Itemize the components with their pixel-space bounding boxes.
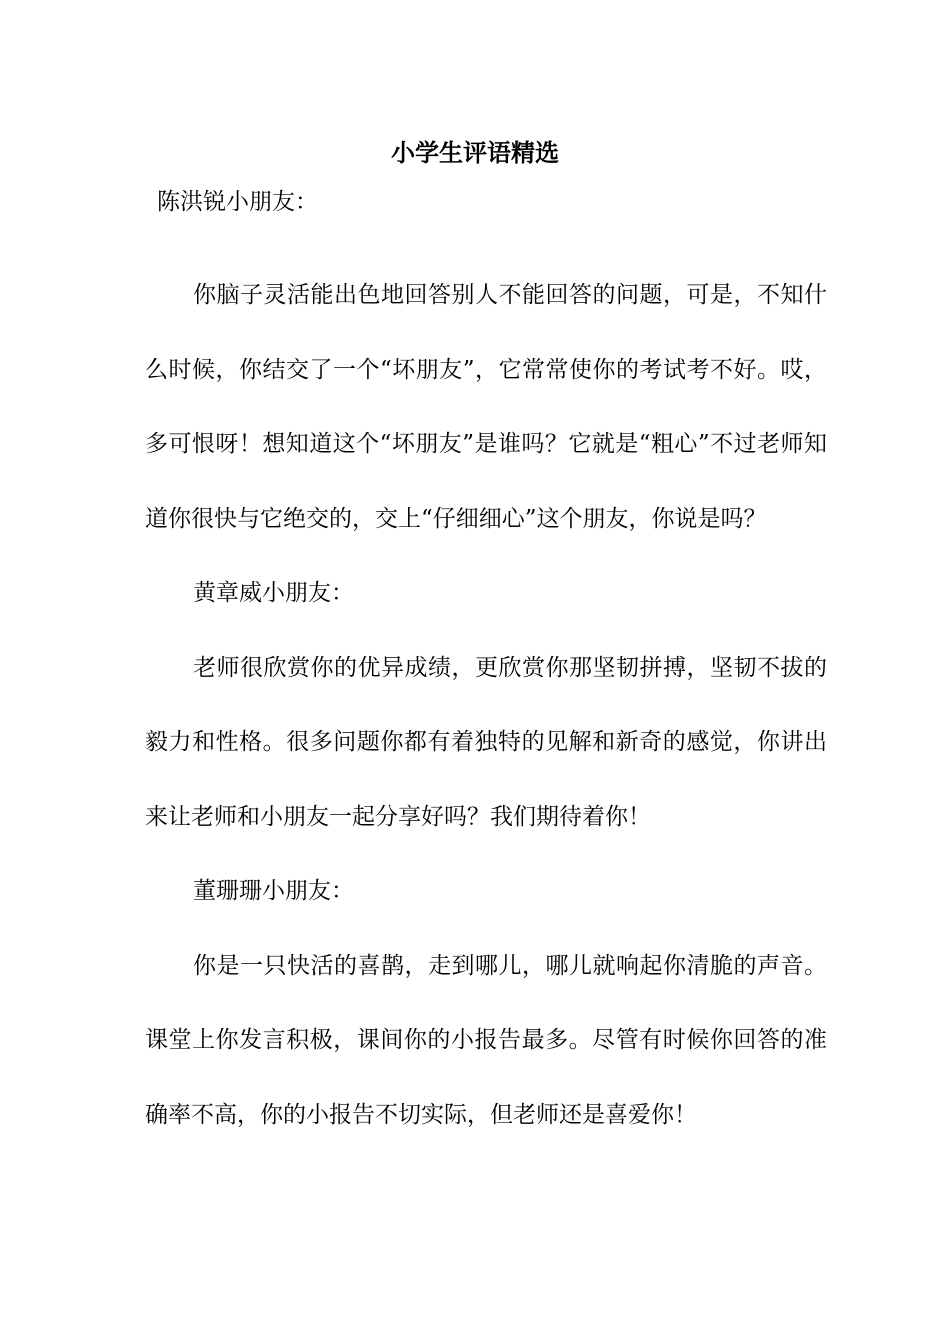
salutation-huang-zhangwei: 黄章威小朋友：: [193, 580, 354, 606]
comment-paragraph: 你是一只快活的喜鹊，走到哪儿，哪儿就响起你清脆的声音。课堂上你发言积极，课间你的小报告最多。尽管有时候你回答的准确率不高，你的小报告不切实际，但老师还是喜爱你！: [145, 952, 827, 1128]
document-title: 小学生评语精选: [391, 138, 559, 167]
document-body: [145, 258, 827, 1152]
comment-paragraph: 你脑子灵活能出色地回答别人不能回答的问题，可是，不知什么时候，你结交了一个“坏朋友”，它常常使你的考试考不好。哎，多可恨呀！想知道这个“坏朋友”是谁吗？它就是“粗心”不过老师知道你很快与它绝交的，交上“仔细细心”这个朋友，你说是吗？: [145, 282, 827, 532]
comment-paragraph: 老师很欣赏你的优异成绩，更欣赏你那坚韧拼搏，坚韧不拔的毅力和性格。很多问题你都有着独特的见解和新奇的感觉，你讲出来让老师和小朋友一起分享好吗？我们期待着你！: [145, 654, 827, 830]
salutation-chen-hongrui: 陈洪锐小朋友：: [157, 189, 318, 215]
salutation-dong-shanshan: 董珊珊小朋友：: [193, 878, 354, 904]
